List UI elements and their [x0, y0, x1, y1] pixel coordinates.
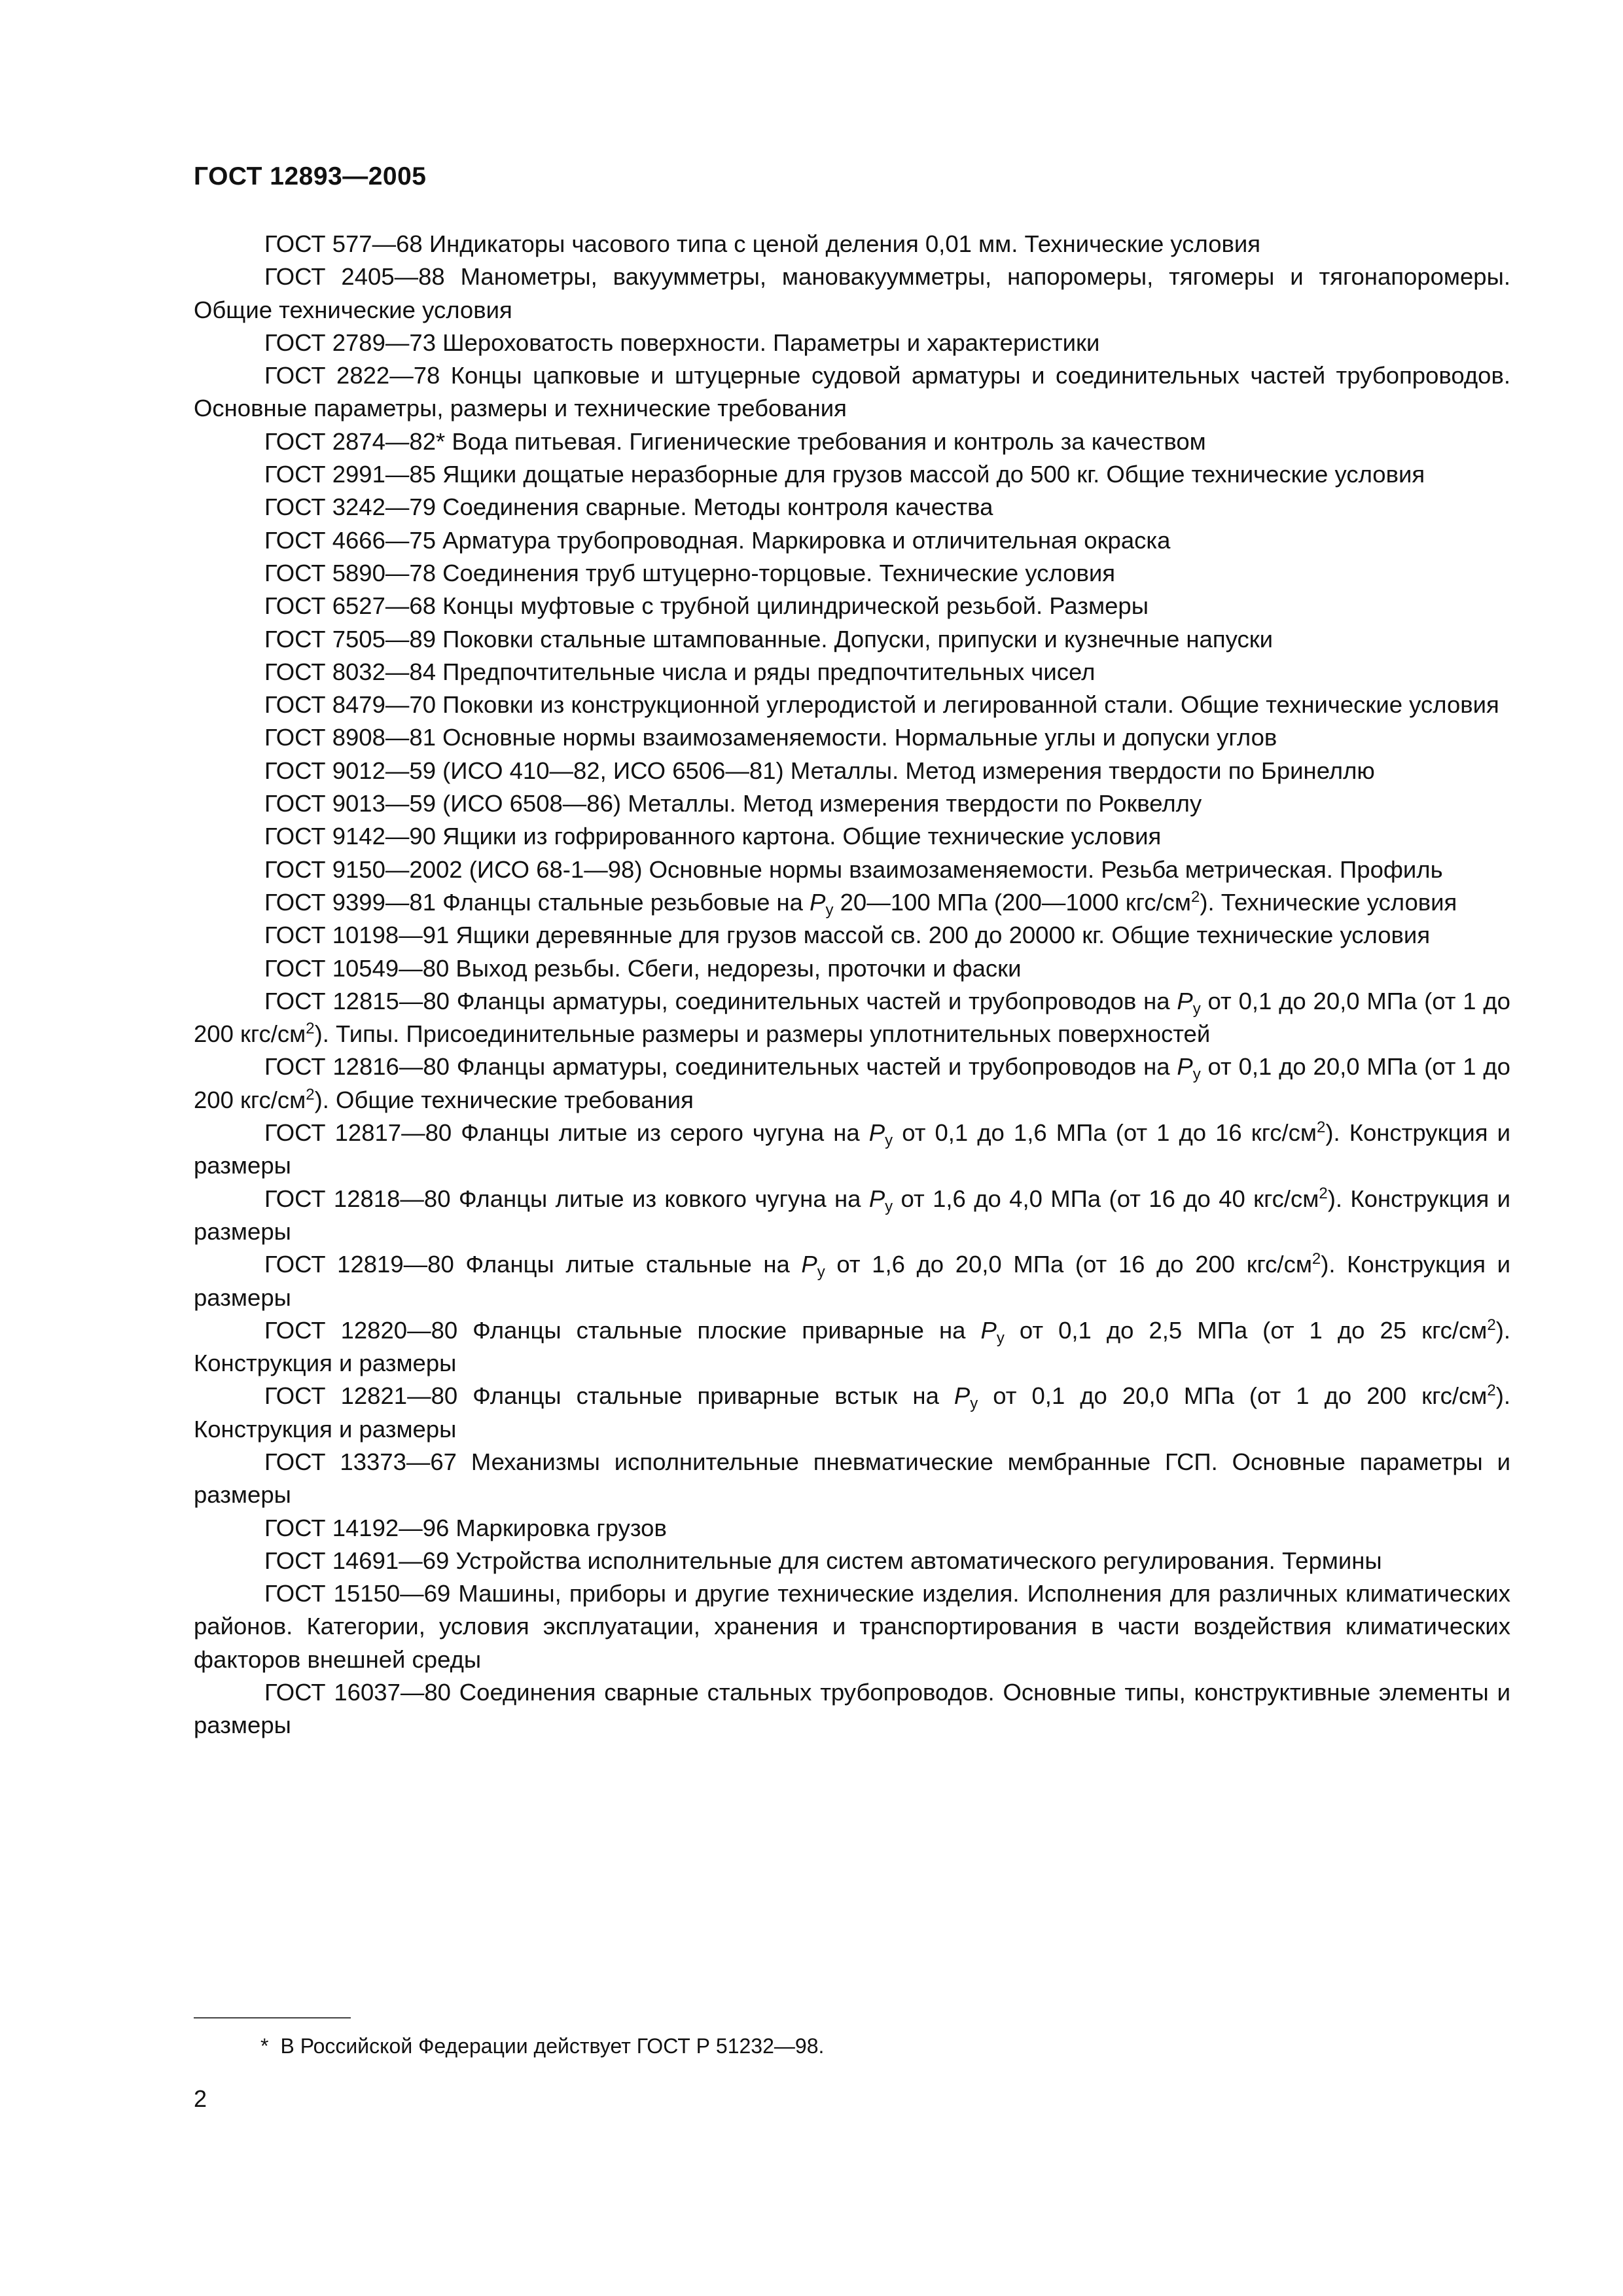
reference-entry — [194, 1446, 1510, 1512]
reference-text: ГОСТ 8908—81 Основные нормы взаимозаменяемости. Нормальные углы и допуски углов — [264, 724, 1277, 751]
reference-text: ГОСТ 15150—69 Машины, приборы и другие технические изделия. Исполнения для различных климатических районов. Категории, условия эксплуатации, хранения и транспортирования в части воздействия климатических факторов внешней среды — [194, 1580, 1510, 1673]
reference-text: ). Конструкция и размеры — [194, 1382, 1510, 1443]
reference-entry — [194, 228, 1510, 260]
pressure-subscript: у — [1192, 999, 1201, 1018]
pressure-symbol: P — [1177, 987, 1193, 1014]
pressure-symbol: P — [1177, 1053, 1193, 1081]
pressure-subscript: у — [1192, 1066, 1201, 1084]
reference-text: ). Конструкция и размеры — [194, 1251, 1511, 1311]
unit-superscript: 2 — [1487, 1382, 1496, 1400]
footnote-mark: * — [260, 2034, 269, 2058]
reference-text: ГОСТ 2874—82* Вода питьевая. Гигиенические требования и контроль за качеством — [264, 427, 1206, 455]
reference-text: ГОСТ 12817—80 Фланцы литые из серого чугуна на — [264, 1119, 869, 1147]
footnote — [260, 2032, 824, 2060]
reference-text: ГОСТ 3242—79 Соединения сварные. Методы контроля качества — [264, 493, 993, 521]
reference-entry — [194, 721, 1510, 754]
reference-entry — [194, 623, 1510, 656]
reference-text: ). Технические условия — [1200, 888, 1457, 916]
reference-text: ГОСТ 8032—84 Предпочтительные числа и ряды предпочтительных чисел — [264, 658, 1096, 685]
reference-entry — [194, 1183, 1510, 1249]
reference-entry — [194, 689, 1510, 721]
reference-text: ГОСТ 2789—73 Шероховатость поверхности. Параметры и характеристики — [264, 329, 1100, 356]
reference-text: ГОСТ 577—68 Индикаторы часового типа с ценой деления 0,01 мм. Технические условия — [264, 230, 1261, 257]
reference-text: ГОСТ 12820—80 Фланцы стальные плоские приварные на — [264, 1316, 981, 1344]
reference-text: ). Общие технические требования — [314, 1086, 694, 1113]
reference-entry — [194, 787, 1510, 820]
reference-entry — [194, 1314, 1510, 1380]
reference-text: ГОСТ 10549—80 Выход резьбы. Сбеги, недорезы, проточки и фаски — [264, 954, 1022, 982]
reference-text: ГОСТ 9399—81 Фланцы стальные резьбовые на — [264, 888, 810, 916]
pressure-symbol: P — [868, 1185, 885, 1212]
reference-text: ). Конструкция и размеры — [194, 1316, 1510, 1377]
reference-text: ГОСТ 6527—68 Концы муфтовые с трубной цилиндрической резьбой. Размеры — [264, 592, 1149, 620]
reference-entry — [194, 820, 1510, 853]
reference-entry — [194, 853, 1510, 886]
unit-superscript: 2 — [1311, 1250, 1321, 1268]
reference-text: ГОСТ 16037—80 Соединения сварные стальных трубопроводов. Основные типы, конструктивные элементы и размеры — [194, 1679, 1510, 1739]
reference-entry — [194, 327, 1510, 359]
reference-entry — [194, 1050, 1510, 1117]
reference-entry — [194, 952, 1510, 985]
reference-entry — [194, 524, 1510, 557]
reference-text: ГОСТ 5890—78 Соединения труб штуцерно-торцовые. Технические условия — [264, 559, 1116, 586]
reference-text: ГОСТ 9012—59 (ИСО 410—82, ИСО 6506—81) Металлы. Метод измерения твердости по Бринеллю — [264, 757, 1375, 784]
reference-entry — [194, 1380, 1510, 1446]
pressure-subscript: у — [825, 901, 834, 919]
reference-text: от 0,1 до 20,0 МПа (от 1 до 200 кгс/см — [978, 1382, 1488, 1410]
reference-text: ГОСТ 12819—80 Фланцы литые стальные на — [264, 1251, 802, 1278]
reference-entry — [194, 1577, 1510, 1676]
reference-entry — [194, 359, 1510, 425]
pressure-symbol: P — [980, 1316, 997, 1344]
reference-text: ГОСТ 8479—70 Поковки из конструкционной углеродистой и легированной стали. Общие технические условия — [264, 691, 1499, 719]
reference-text: ГОСТ 14192—96 Маркировка грузов — [264, 1514, 667, 1541]
unit-superscript: 2 — [1190, 888, 1200, 906]
reference-text: ГОСТ 12815—80 Фланцы арматуры, соединительных частей и трубопроводов на — [264, 987, 1177, 1014]
reference-entry — [194, 425, 1510, 458]
reference-text: от 0,1 до 20,0 МПа (от 1 до 200 кгс/см — [194, 987, 1510, 1048]
reference-entry — [194, 557, 1510, 590]
unit-superscript: 2 — [1317, 1119, 1326, 1137]
reference-text: ГОСТ 9150—2002 (ИСО 68-1—98) Основные нормы взаимозаменяемости. Резьба метрическая. Профиль — [264, 855, 1443, 883]
reference-entry — [194, 1248, 1510, 1314]
reference-text: ГОСТ 4666—75 Арматура трубопроводная. Маркировка и отличительная окраска — [264, 526, 1171, 554]
reference-text: ). Типы. Присоединительные размеры и размеры уплотнительных поверхностей — [314, 1020, 1211, 1048]
reference-text: ГОСТ 14691—69 Устройства исполнительные для систем автоматического регулирования. Термины — [264, 1547, 1382, 1574]
reference-text: ГОСТ 7505—89 Поковки стальные штампованные. Допуски, припуски и кузнечные напуски — [264, 625, 1274, 653]
page-number: 2 — [194, 2085, 207, 2112]
pressure-subscript: у — [885, 1197, 893, 1215]
pressure-symbol: P — [810, 888, 826, 916]
reference-text: ). Конструкция и размеры — [194, 1185, 1510, 1245]
reference-entry — [194, 886, 1510, 919]
reference-entry — [194, 1545, 1510, 1577]
reference-text: ГОСТ 9013—59 (ИСО 6508—86) Металлы. Метод измерения твердости по Роквеллу — [264, 790, 1202, 817]
pressure-subscript: у — [970, 1395, 978, 1413]
reference-text: от 0,1 до 1,6 МПа (от 1 до 16 кгс/см — [893, 1119, 1317, 1147]
reference-text: ГОСТ 2405—88 Манометры, вакуумметры, мановакуумметры, напоромеры, тягомеры и тягонапоромеры. Общие технические условия — [194, 263, 1510, 323]
reference-text: от 0,1 до 2,5 МПа (от 1 до 25 кгс/см — [1004, 1316, 1488, 1344]
pressure-symbol: P — [954, 1382, 971, 1410]
unit-superscript: 2 — [306, 1020, 315, 1038]
reference-text: ГОСТ 9142—90 Ящики из гофрированного картона. Общие технические условия — [264, 823, 1162, 850]
reference-text: от 1,6 до 4,0 МПа (от 16 до 40 кгс/см — [893, 1185, 1319, 1212]
reference-text: ГОСТ 10198—91 Ящики деревянные для грузов массой св. 200 до 20000 кг. Общие технические условия — [264, 922, 1431, 949]
reference-text: ГОСТ 13373—67 Механизмы исполнительные пневматические мембранные ГСП. Основные параметры и размеры — [194, 1448, 1510, 1509]
reference-entry — [194, 656, 1510, 689]
reference-text: 20—100 МПа (200—1000 кгс/см — [833, 888, 1191, 916]
reference-entry — [194, 755, 1510, 787]
document-header: ГОСТ 12893—2005 — [194, 162, 427, 190]
pressure-subscript: у — [885, 1132, 893, 1150]
reference-text: ). Конструкция и размеры — [194, 1119, 1511, 1179]
reference-entry — [194, 260, 1510, 327]
reference-entry — [194, 491, 1510, 524]
unit-superscript: 2 — [306, 1085, 315, 1103]
reference-text: ГОСТ 2991—85 Ящики дощатые неразборные для грузов массой до 500 кг. Общие технические условия — [264, 461, 1425, 488]
reference-text: ГОСТ 12821—80 Фланцы стальные приварные встык на — [264, 1382, 954, 1410]
reference-entry — [194, 1512, 1510, 1545]
reference-entry — [194, 590, 1510, 622]
footnote-separator — [194, 2017, 351, 2018]
reference-entry — [194, 985, 1510, 1051]
reference-text: ГОСТ 12816—80 Фланцы арматуры, соединительных частей и трубопроводов на — [264, 1053, 1177, 1081]
reference-text: ГОСТ 2822—78 Концы цапковые и штуцерные судовой арматуры и соединительных частей трубопроводов. Основные параметры, размеры и технические требования — [194, 362, 1510, 422]
pressure-subscript: у — [996, 1329, 1005, 1347]
reference-entry — [194, 919, 1510, 952]
unit-superscript: 2 — [1487, 1316, 1496, 1334]
reference-text: от 0,1 до 20,0 МПа (от 1 до 200 кгс/см — [194, 1053, 1510, 1113]
reference-entry — [194, 1676, 1510, 1742]
reference-entry — [194, 1117, 1510, 1183]
reference-text: от 1,6 до 20,0 МПа (от 16 до 200 кгс/см — [825, 1251, 1312, 1278]
normative-references-list — [194, 228, 1510, 1742]
pressure-symbol: P — [868, 1119, 885, 1147]
pressure-subscript: у — [817, 1263, 825, 1282]
pressure-symbol: P — [801, 1251, 817, 1278]
unit-superscript: 2 — [1319, 1184, 1328, 1202]
footnote-text: В Российской Федерации действует ГОСТ Р 51232—98. — [280, 2034, 825, 2058]
reference-entry — [194, 458, 1510, 491]
reference-text: ГОСТ 12818—80 Фланцы литые из ковкого чугуна на — [264, 1185, 869, 1212]
